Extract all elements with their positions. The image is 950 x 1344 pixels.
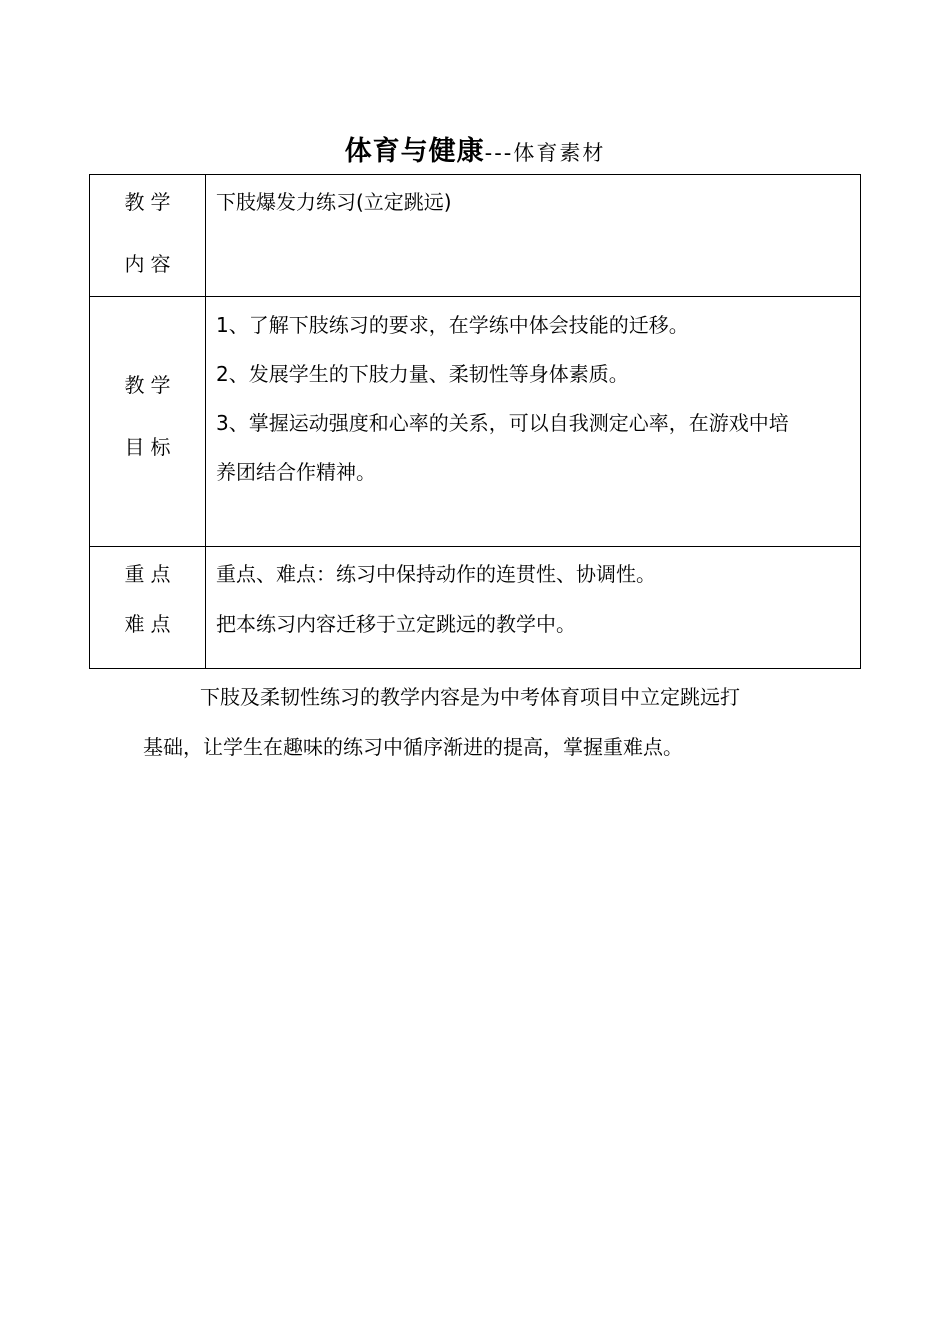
content-line: 2、发展学生的下肢力量、柔韧性等身体素质。 — [216, 362, 629, 386]
row-label-line1: 教学 — [124, 373, 177, 397]
row-content — [206, 547, 861, 669]
title-sub: ---体育素材 — [484, 141, 606, 165]
lesson-plan-table — [89, 174, 861, 669]
content-line: 1、了解下肢练习的要求，在学练中体会技能的迁移。 — [216, 313, 689, 337]
table-row-teaching-content — [90, 175, 861, 297]
content-line: 3、掌握运动强度和心率的关系，可以自我测定心率，在游戏中培 — [216, 411, 789, 435]
document-title — [0, 132, 950, 173]
table-row-teaching-goals — [90, 297, 861, 547]
row-content — [206, 175, 861, 297]
note-line2: 基础，让学生在趣味的练习中循序渐进的提高，掌握重难点。 — [143, 735, 683, 759]
content-line: 把本练习内容迁移于立定跳远的教学中。 — [216, 612, 576, 636]
content-line: 下肢爆发力练习(立定跳远) — [216, 190, 452, 214]
row-label-line1: 教学 — [124, 190, 177, 214]
row-label — [90, 547, 206, 669]
content-line: 重点、难点：练习中保持动作的连贯性、协调性。 — [216, 562, 656, 586]
row-label-line2: 内容 — [124, 252, 177, 276]
content-line: 养团结合作精神。 — [216, 460, 376, 484]
row-label — [90, 175, 206, 297]
table-row-key-difficult-points — [90, 547, 861, 669]
row-label — [90, 297, 206, 547]
row-label-line2: 难点 — [124, 612, 177, 636]
note-line1: 下肢及柔韧性练习的教学内容是为中考体育项目中立定跳远打 — [200, 685, 740, 709]
row-content — [206, 297, 861, 547]
row-label-line2: 目标 — [124, 435, 177, 459]
row-label-line1: 重点 — [124, 562, 177, 586]
title-main: 体育与健康 — [344, 136, 485, 167]
